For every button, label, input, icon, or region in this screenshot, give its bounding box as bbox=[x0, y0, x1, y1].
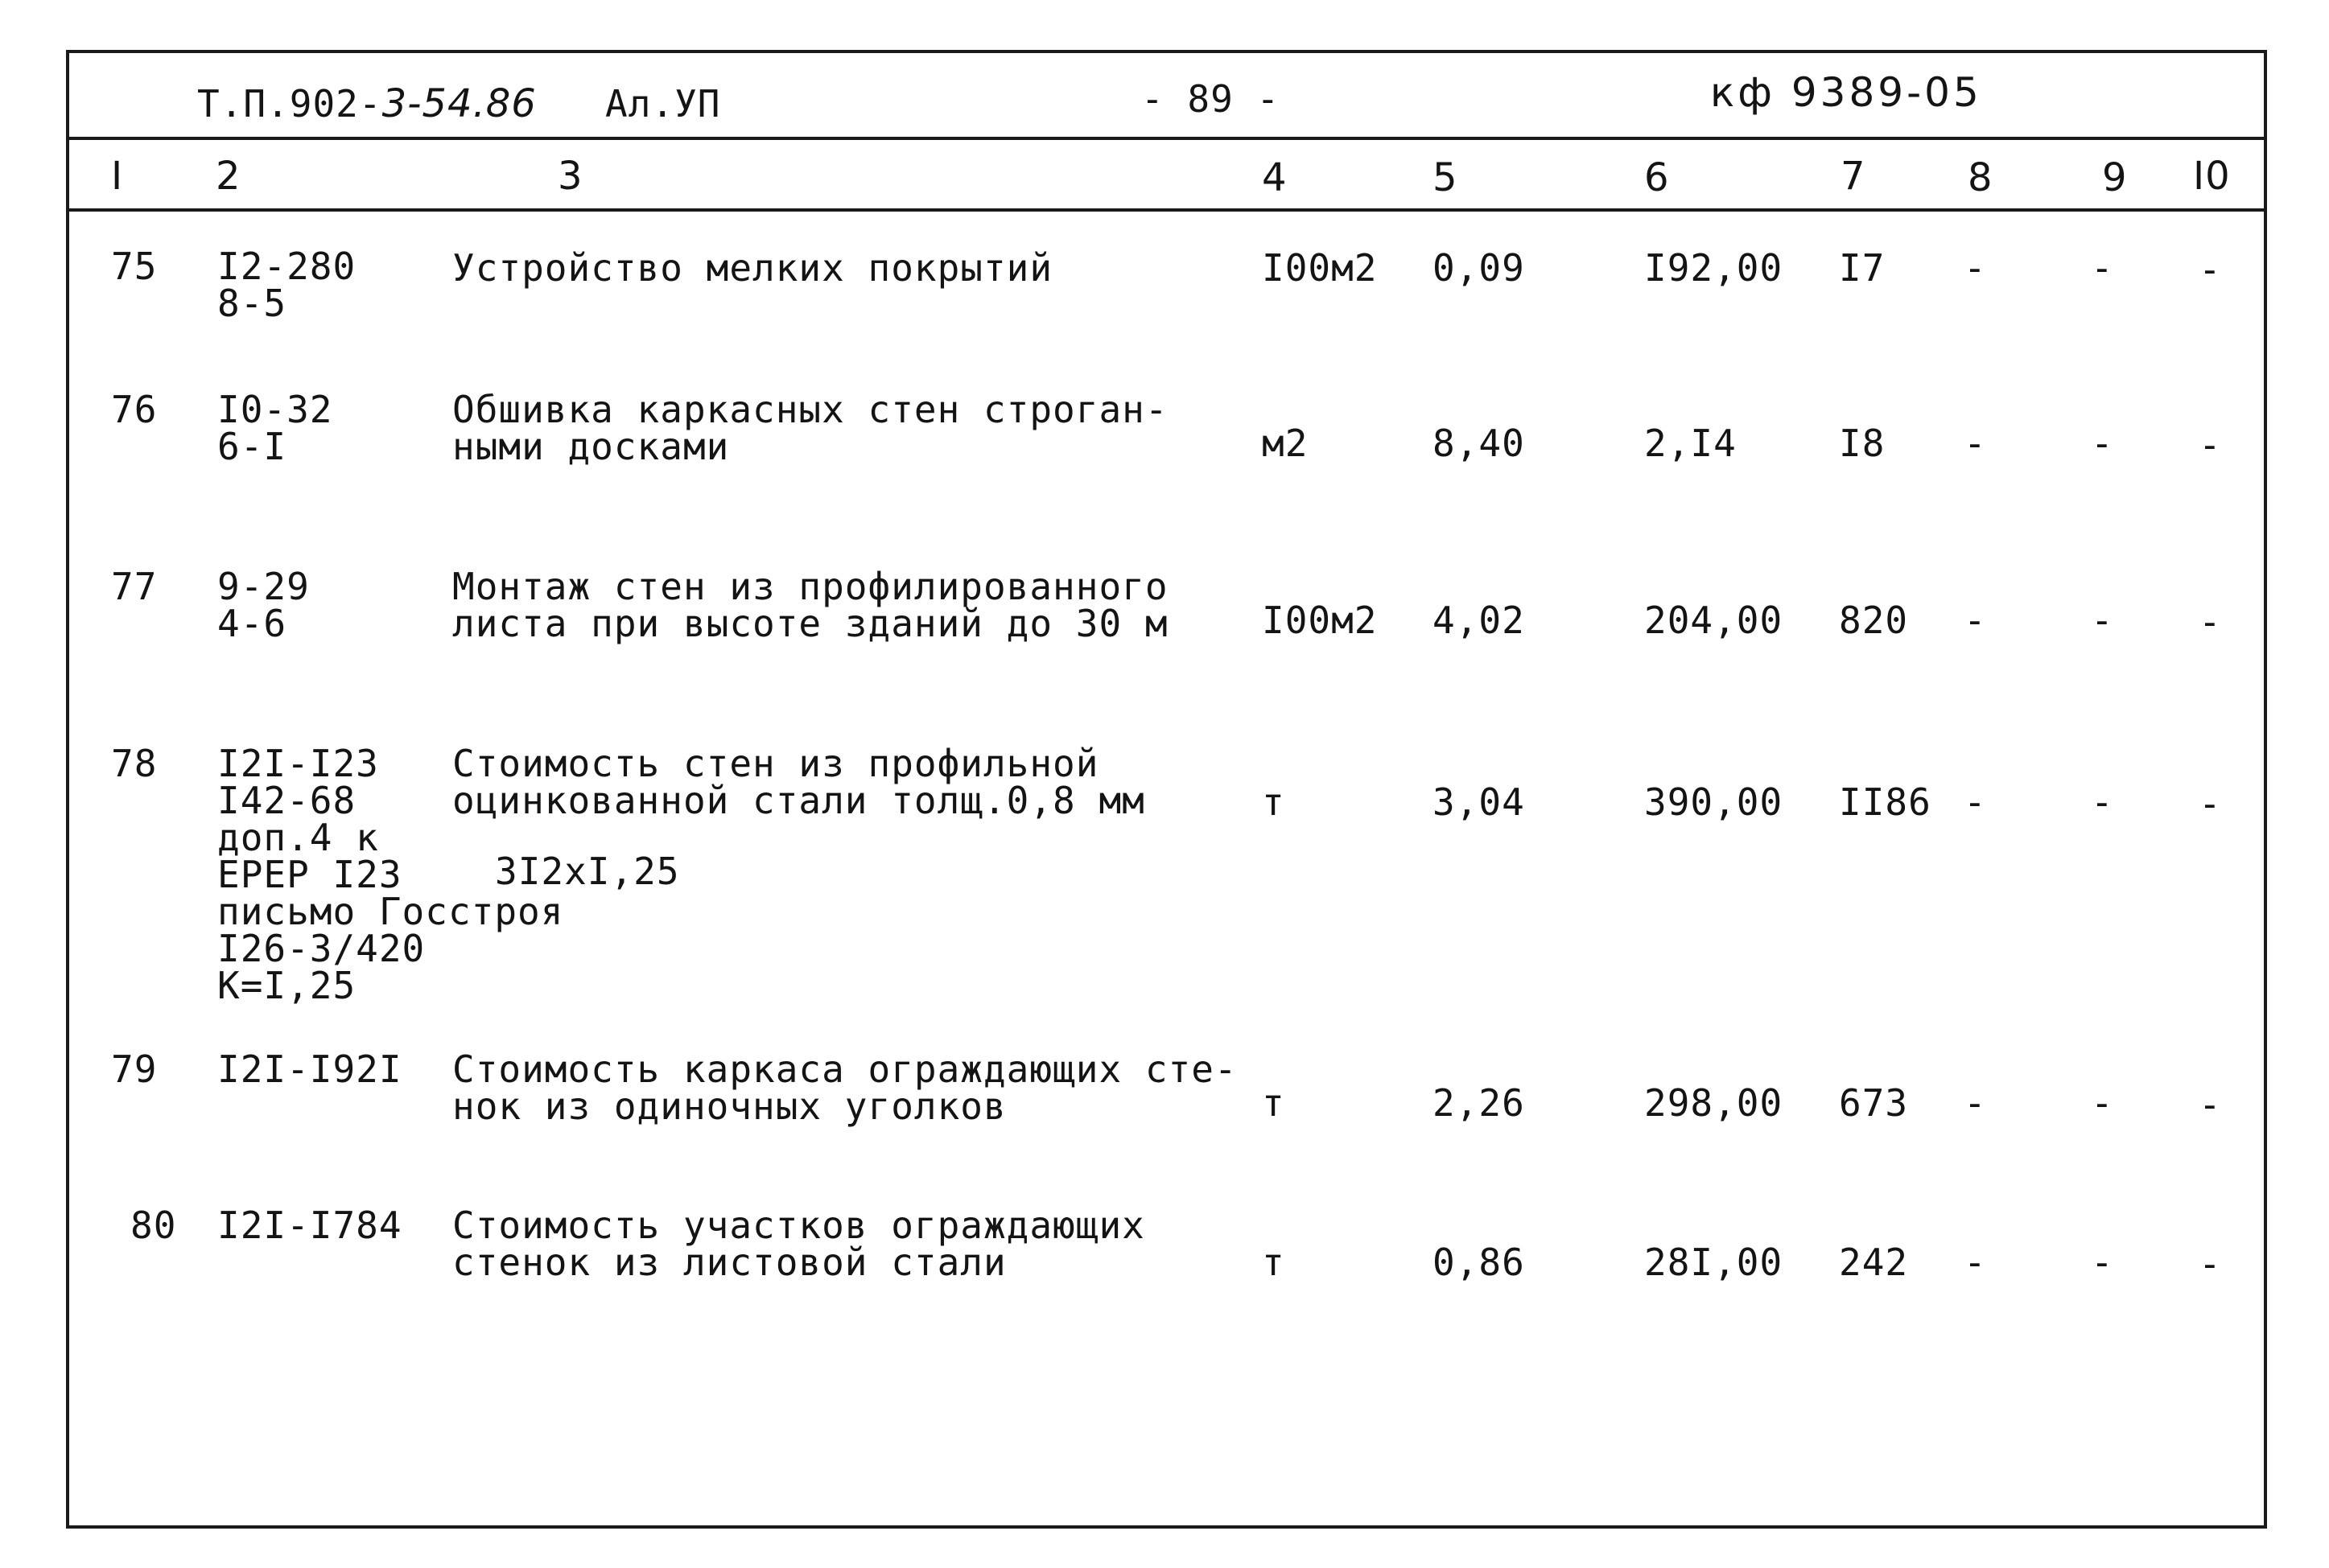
total-cost: 242 bbox=[1839, 1241, 1909, 1284]
row-number: 80 bbox=[130, 1204, 177, 1247]
page-number: - 89 - bbox=[1141, 77, 1280, 121]
quantity: 8,40 bbox=[1432, 422, 1525, 465]
col-9-value: - bbox=[2091, 422, 2114, 465]
col-9-value: - bbox=[2091, 246, 2114, 290]
unit-price: 390,00 bbox=[1644, 780, 1783, 824]
work-description: Монтаж стен из профилированного листа при высоте зданий до 30 м bbox=[452, 565, 1169, 645]
unit-price: 2,I4 bbox=[1644, 422, 1737, 465]
row-number: 78 bbox=[111, 742, 158, 785]
col-header-2: 2 bbox=[216, 154, 241, 199]
unit: м2 bbox=[1262, 422, 1309, 465]
row-number: 76 bbox=[111, 388, 158, 431]
col-header-4: 4 bbox=[1262, 155, 1288, 200]
unit: I00м2 bbox=[1262, 246, 1378, 290]
quantity: 2,26 bbox=[1432, 1081, 1525, 1125]
row-number: 79 bbox=[111, 1047, 158, 1091]
col-header-10: I0 bbox=[2193, 154, 2231, 199]
row-number: 75 bbox=[111, 245, 158, 288]
work-description: Устройство мелких покрытий bbox=[452, 246, 1053, 290]
work-description: Стоимость каркаса ограждающих сте- нок из одиночных уголков bbox=[452, 1047, 1238, 1128]
rate-code: I0-32 6-I bbox=[217, 388, 333, 468]
col-header-8: 8 bbox=[1968, 155, 1993, 200]
work-description: Обшивка каркасных стен строган- ными досками bbox=[452, 388, 1169, 468]
col-header-6: 6 bbox=[1644, 155, 1670, 200]
col-10-value: - bbox=[2199, 248, 2222, 291]
rate-code: I2I-I23 I42-68 доп.4 к ЕРЕР I23 письмо Госстроя I26-3/420 К=I,25 bbox=[217, 742, 564, 1007]
doc-code: Т.П.902-3-54.86 bbox=[197, 81, 537, 126]
total-cost: I8 bbox=[1839, 422, 1886, 465]
total-cost: I7 bbox=[1839, 246, 1886, 290]
total-cost: II86 bbox=[1839, 780, 1931, 824]
work-description: Стоимость участков ограждающих стенок из листовой стали bbox=[452, 1204, 1145, 1284]
col-10-value: - bbox=[2199, 782, 2222, 825]
col-header-5: 5 bbox=[1432, 155, 1458, 200]
col-header-7: 7 bbox=[1841, 154, 1866, 199]
rate-code: 9-29 4-6 bbox=[217, 565, 310, 645]
quantity: 4,02 bbox=[1432, 599, 1525, 642]
col-8-value: - bbox=[1964, 780, 1987, 824]
col-8-value: - bbox=[1964, 246, 1987, 290]
unit-price: 204,00 bbox=[1644, 599, 1783, 642]
col-8-value: - bbox=[1964, 1241, 1987, 1284]
unit: т bbox=[1262, 780, 1285, 824]
total-cost: 673 bbox=[1839, 1081, 1909, 1125]
unit-price: 298,00 bbox=[1644, 1081, 1783, 1125]
col-header-3: 3 bbox=[558, 154, 583, 199]
unit-price: I92,00 bbox=[1644, 246, 1783, 290]
col-9-value: - bbox=[2091, 1081, 2114, 1125]
work-description: Стоимость стен из профильной оцинкованной стали толщ.0,8 мм bbox=[452, 742, 1145, 822]
album-label: Ал.УП bbox=[605, 82, 721, 126]
col-8-value: - bbox=[1964, 1081, 1987, 1125]
rate-code: I2I-I784 bbox=[217, 1204, 402, 1247]
col-header-9: 9 bbox=[2102, 155, 2128, 200]
col-header-1: I bbox=[111, 154, 124, 199]
row-number: 77 bbox=[111, 565, 158, 608]
unit: т bbox=[1262, 1241, 1285, 1284]
rate-code: I2-280 8-5 bbox=[217, 245, 357, 325]
unit: I00м2 bbox=[1262, 599, 1378, 642]
col-10-value: - bbox=[2199, 600, 2222, 644]
col-10-value: - bbox=[2199, 423, 2222, 467]
col-9-value: - bbox=[2091, 599, 2114, 642]
price-coefficient-note: 3I2хI,25 bbox=[495, 850, 680, 893]
col-10-value: - bbox=[2199, 1083, 2222, 1126]
column-header-divider bbox=[66, 208, 2267, 212]
col-10-value: - bbox=[2199, 1242, 2222, 1286]
total-cost: 820 bbox=[1839, 599, 1909, 642]
unit-price: 28I,00 bbox=[1644, 1241, 1783, 1284]
col-8-value: - bbox=[1964, 422, 1987, 465]
quantity: 0,09 bbox=[1432, 246, 1525, 290]
header-divider bbox=[66, 137, 2267, 140]
unit: т bbox=[1262, 1081, 1285, 1125]
archive-stamp: кф 9389-05 bbox=[1710, 69, 1982, 116]
col-8-value: - bbox=[1964, 599, 1987, 642]
col-9-value: - bbox=[2091, 780, 2114, 824]
quantity: 0,86 bbox=[1432, 1241, 1525, 1284]
col-9-value: - bbox=[2091, 1241, 2114, 1284]
quantity: 3,04 bbox=[1432, 780, 1525, 824]
rate-code: I2I-I92I bbox=[217, 1047, 402, 1091]
